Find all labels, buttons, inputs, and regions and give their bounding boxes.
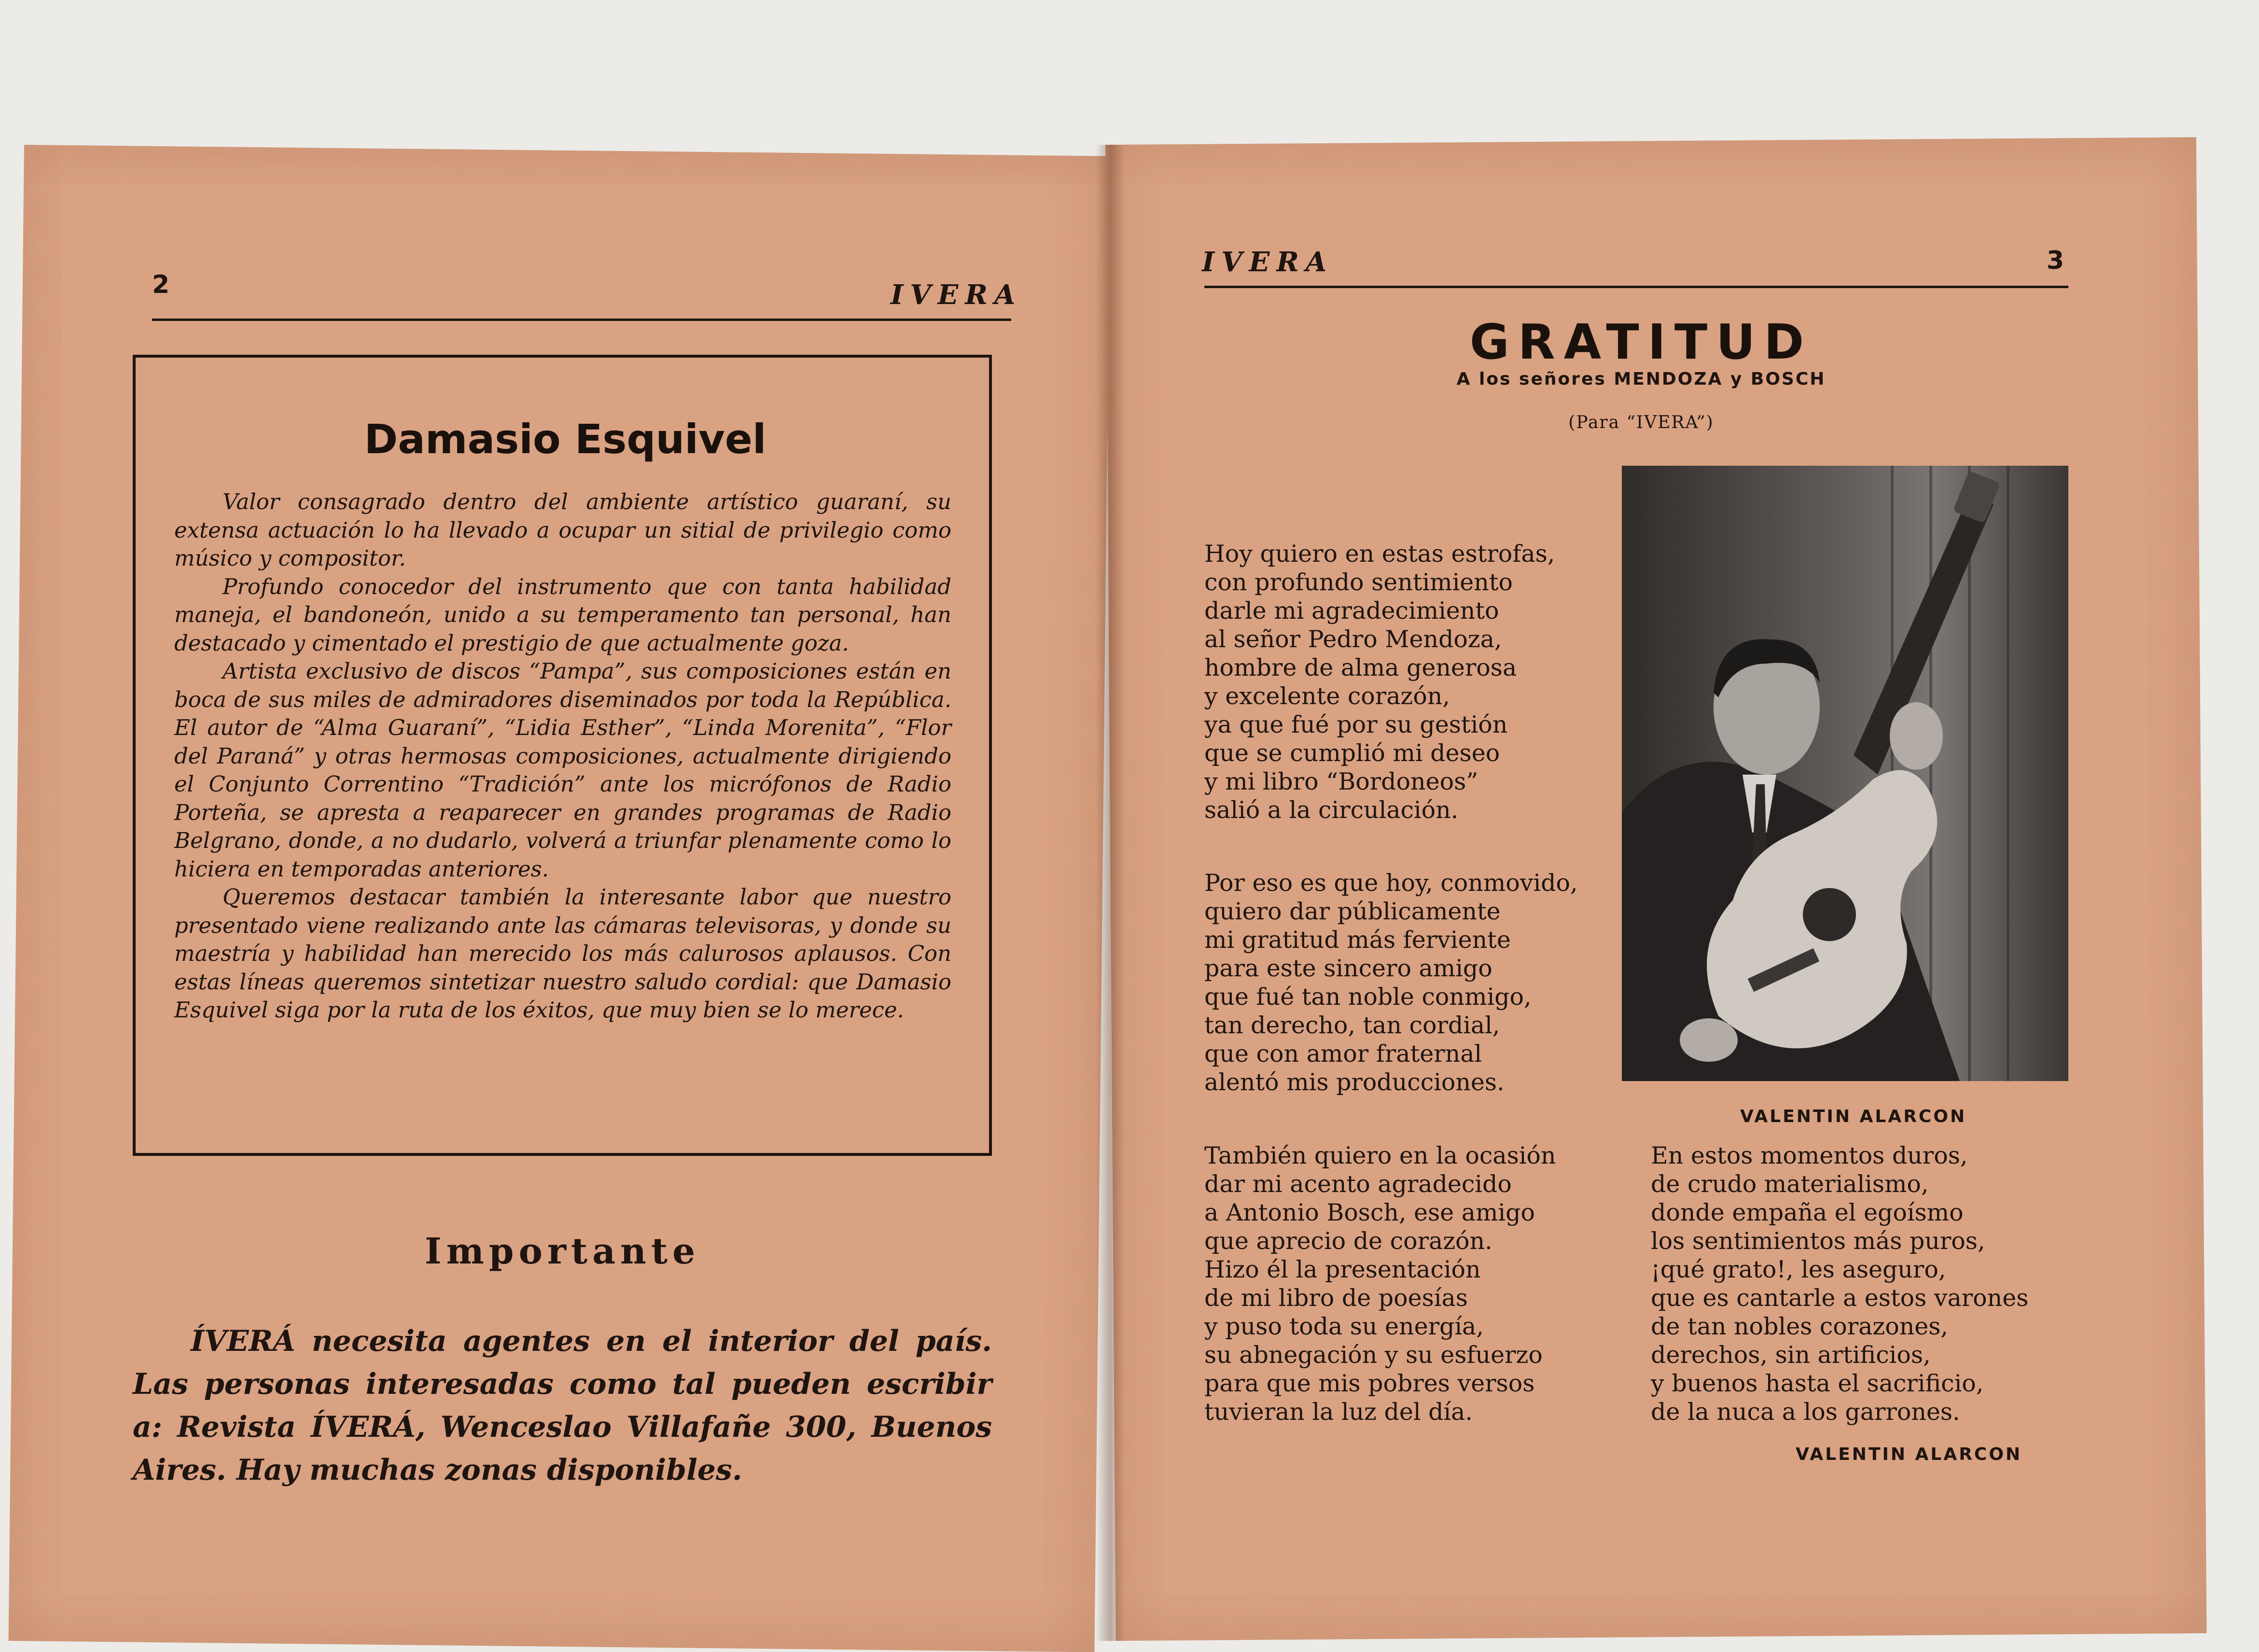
poem-line: ¡qué grato!, les aseguro, [1651, 1256, 1946, 1283]
right-page-number: 3 [2047, 246, 2064, 275]
right-running-head: IVERA [1202, 246, 1334, 278]
poem-line: su abnegación y su esfuerzo [1204, 1341, 1543, 1369]
article-paragraph: Profundo conocedor del instrumento que con tanta habilidad maneja, el bandoneón, unido a su temperamento tan personal, han destacado y cimentado el prestigio de que actualmente goza. [174, 573, 951, 656]
poem-line: y puso toda su energía, [1204, 1313, 1484, 1340]
poem-line: que aprecio de corazón. [1204, 1227, 1492, 1255]
poem-line: para este sincero amigo [1204, 955, 1492, 982]
poem-line: donde empaña el egoísmo [1651, 1199, 1964, 1226]
poem-line: a Antonio Bosch, ese amigo [1204, 1199, 1535, 1226]
poem-line: de crudo materialismo, [1651, 1170, 1929, 1198]
poem-line: que fué tan noble conmigo, [1204, 983, 1532, 1011]
article-paragraph: Queremos destacar también la interesante labor que nuestro presentado viene realizando ante las cámaras televisoras, y donde su maestría y habilidad han merecido los más calurosos aplausos. Con estas líneas queremos sintetizar nuestro saludo cordial: que Damasio Esquivel siga por la ruta de los éxitos, que muy bien se lo merece. [174, 884, 951, 1023]
poem-stanza-3 [1204, 1141, 1556, 1426]
poem-title: GRATITUD [1469, 314, 1813, 370]
poem-line: Por eso es que hoy, conmovido, [1204, 869, 1578, 897]
photo-caption: VALENTIN ALARCON [1740, 1107, 1967, 1126]
poem-stanza-2 [1204, 869, 1578, 1097]
poem-stanza-1 [1204, 540, 1555, 824]
left-page-number: 2 [152, 270, 170, 299]
poem-line: derechos, sin artificios, [1651, 1341, 1931, 1369]
poem-line: alentó mis producciones. [1204, 1069, 1505, 1096]
notice-title: Importante [424, 1231, 700, 1272]
poem-line: En estos momentos duros, [1651, 1142, 1968, 1169]
article-paragraph: Artista exclusivo de discos “Pampa”, sus composiciones están en boca de sus miles de admiradores diseminados por toda la República. El autor de “Alma Guaraní”, “Lidia Esther”, “Linda Morenita”, “Flor del Paraná” y otras hermosas composiciones, actualmente dirigiendo el Conjunto Correntino “Tradición” ante los micrófonos de Radio Porteña, se apresta a reaparecer en grandes programas de Radio Belgrano, donde, a no dudarlo, volverá a triunfar plenamente como lo hiciera en temporadas anteriores. [174, 658, 951, 882]
article-title: Damasio Esquivel [364, 416, 767, 463]
article-body [174, 488, 951, 1025]
poem-line: quiero dar públicamente [1204, 898, 1501, 925]
poem-stanza-4 [1651, 1141, 2028, 1426]
article-box [133, 355, 992, 1156]
poem-line: de la nuca a los garrones. [1651, 1398, 1960, 1426]
poem-line: con profundo sentimiento [1204, 569, 1513, 596]
poem-line: y excelente corazón, [1204, 682, 1450, 710]
article-paragraph: Valor consagrado dentro del ambiente artístico guaraní, su extensa actuación lo ha llevado a ocupar un sitial de privilegio como músico y compositor. [174, 489, 951, 571]
poem-line: que es cantarle a estos varones [1651, 1284, 2029, 1312]
poem-dedication: A los señores MENDOZA y BOSCH [1456, 369, 1826, 389]
poem-line: que con amor fraternal [1204, 1040, 1482, 1068]
notice-text: ÍVERÁ necesita agentes en el interior del país. Las personas interesadas como tal pueden escribir a: Revista ÍVERÁ, Wenceslao Villafañe 300, Buenos Aires. Hay muchas zonas disponibles. [133, 1324, 992, 1487]
poem-line: tuvieran la luz del día. [1204, 1398, 1473, 1426]
book-gutter [1096, 145, 1125, 1641]
poem-line: dar mi acento agradecido [1204, 1170, 1512, 1198]
left-running-head: IVERA [891, 279, 1022, 311]
poem-line: de mi libro de poesías [1204, 1284, 1468, 1312]
poem-line: ya que fué por su gestión [1204, 711, 1508, 738]
poem-signature: VALENTIN ALARCON [1796, 1444, 2022, 1464]
left-header-rule [152, 319, 1011, 321]
poem-line: de tan nobles corazones, [1651, 1313, 1948, 1340]
poem-line: También quiero en la ocasión [1204, 1142, 1556, 1169]
portrait-photo [1622, 466, 2068, 1081]
poem-line: los sentimientos más puros, [1651, 1227, 1985, 1255]
poem-line: darle mi agradecimiento [1204, 597, 1499, 625]
poem-line: tan derecho, tan cordial, [1204, 1012, 1500, 1039]
poem-line: que se cumplió mi deseo [1204, 739, 1500, 767]
poem-for-line: (Para “IVERA”) [1568, 413, 1714, 432]
poem-line: salió a la circulación. [1204, 796, 1459, 824]
poem-line: hombre de alma generosa [1204, 654, 1517, 681]
guitarist-illustration [1622, 466, 2068, 1081]
poem-line: Hoy quiero en estas estrofas, [1204, 540, 1555, 568]
poem-line: al señor Pedro Mendoza, [1204, 625, 1502, 653]
poem-line: mi gratitud más ferviente [1204, 926, 1511, 954]
right-header-rule [1204, 286, 2068, 288]
poem-line: para que mis pobres versos [1204, 1370, 1535, 1397]
poem-line: Hizo él la presentación [1204, 1256, 1481, 1283]
poem-line: y mi libro “Bordoneos” [1204, 768, 1478, 795]
poem-line: y buenos hasta el sacrificio, [1651, 1370, 1984, 1397]
